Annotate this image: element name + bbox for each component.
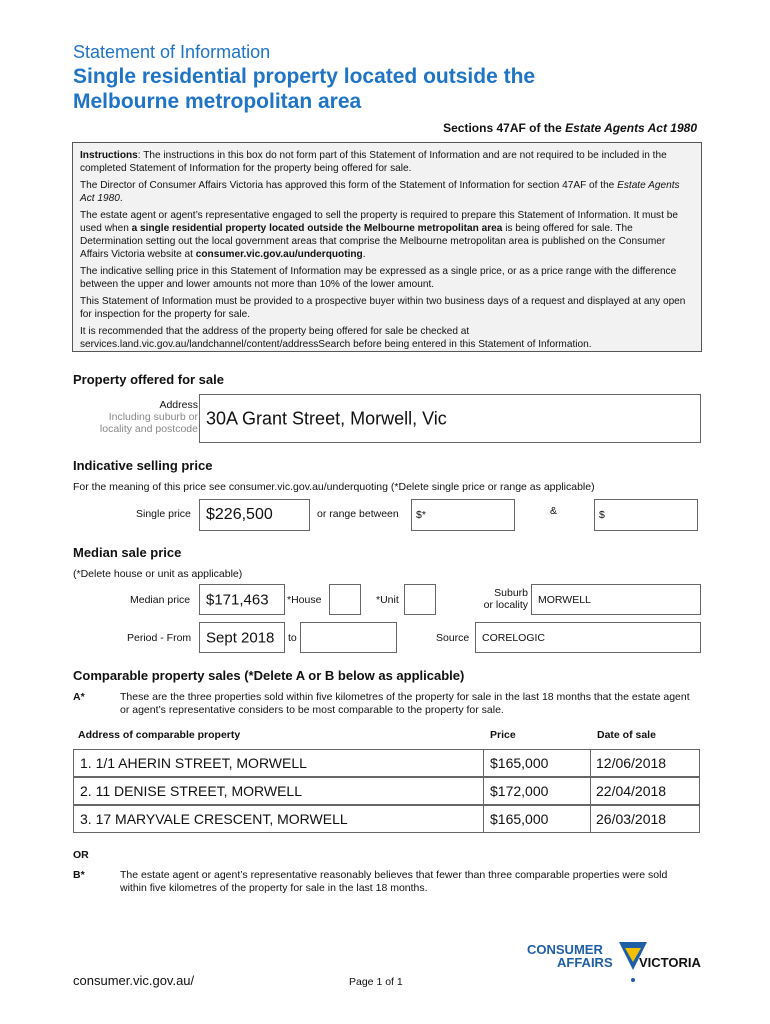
address-value: 30A Grant Street, Morwell, Vic bbox=[206, 408, 447, 428]
source-field[interactable] bbox=[475, 622, 701, 653]
row2-address: 2. 11 DENISE STREET, MORWELL bbox=[80, 783, 302, 799]
median-price-value: $171,463 bbox=[206, 591, 269, 608]
comparable-heading: Comparable property sales (*Delete A or B below as applicable) bbox=[73, 668, 465, 683]
suburb-label bbox=[484, 587, 528, 611]
range-low-field[interactable] bbox=[411, 499, 515, 531]
row2-date: 22/04/2018 bbox=[596, 783, 667, 799]
option-b-text: The estate agent or agent’s representative reasonably believes that fewer than three comparable properties were sold within five kilometres of the property for sale in the last 18 months. bbox=[120, 869, 668, 894]
or-label: OR bbox=[73, 849, 89, 861]
col-date-header: Date of sale bbox=[597, 729, 656, 741]
instructions-p1: : The instructions in this box do not form part of this Statement of Information and are not required to be included in the completed Statement of Information for the property being offered for sale. bbox=[80, 150, 667, 174]
statement-label: Statement of Information bbox=[73, 42, 271, 62]
address-label bbox=[100, 399, 198, 435]
indicative-heading: Indicative selling price bbox=[73, 458, 213, 473]
source-label: Source bbox=[436, 632, 470, 644]
sections-reference bbox=[443, 121, 697, 135]
option-a-text: These are the three properties sold within five kilometres of the property for sale in the last 18 months that the estate agent or agent’s representative considers to be most comparable to the property for sale. bbox=[120, 691, 690, 716]
instructions-p3c: . bbox=[362, 249, 366, 260]
logo-line-3: VICTORIA bbox=[639, 955, 701, 970]
median-heading: Median sale price bbox=[73, 545, 182, 560]
suburb-value: MORWELL bbox=[538, 593, 591, 606]
consumer-affairs-victoria-logo bbox=[527, 940, 702, 990]
option-b-label: B* bbox=[73, 869, 85, 881]
period-label: Period - From bbox=[127, 632, 192, 644]
row1-address: 1. 1/1 AHERIN STREET, MORWELL bbox=[80, 755, 307, 771]
median-price-field[interactable] bbox=[199, 584, 285, 615]
row3-address: 3. 17 MARYVALE CRESCENT, MORWELL bbox=[80, 811, 348, 827]
suburb-field[interactable] bbox=[531, 584, 701, 615]
row3-date: 26/03/2018 bbox=[596, 811, 667, 827]
property-heading: Property offered for sale bbox=[73, 372, 224, 387]
col-price-header: Price bbox=[490, 729, 516, 741]
instructions-p2-end: . bbox=[119, 193, 123, 204]
suburb-label-1: Suburb bbox=[494, 587, 528, 599]
period-to-label: to bbox=[288, 632, 297, 644]
instructions-box bbox=[72, 142, 702, 352]
source-value: CORELOGIC bbox=[482, 631, 546, 644]
instructions-p3a: The estate agent or agent’s representative engaged to sell the property is required to prepare this Statement of Information. It must be used when bbox=[80, 210, 678, 234]
option-a-label: A* bbox=[73, 691, 85, 703]
sections-act: Estate Agents Act 1980 bbox=[565, 121, 697, 135]
instructions-p3b: is being offered for sale. The Determination setting out the local government areas that comprise the Melbourne metropolitan area is published on the Consumer Affairs Victoria website at bbox=[80, 223, 666, 260]
page-number: Page 1 of 1 bbox=[349, 976, 403, 988]
range-ampersand: & bbox=[550, 505, 558, 517]
house-checkbox[interactable] bbox=[329, 584, 361, 615]
logo-line-1: CONSUMER bbox=[527, 942, 603, 957]
range-label: or range between bbox=[317, 508, 399, 520]
range-high-field[interactable] bbox=[594, 499, 698, 531]
house-label: *House bbox=[287, 594, 322, 606]
instructions-p2: The Director of Consumer Affairs Victoria has approved this form of the Statement of Information for section 47AF of the bbox=[80, 180, 618, 191]
title-line-2: Melbourne metropolitan area bbox=[73, 90, 362, 113]
footer-url[interactable]: consumer.vic.gov.au/ bbox=[73, 973, 195, 988]
table-row bbox=[73, 777, 700, 805]
median-price-label: Median price bbox=[130, 594, 191, 606]
address-label-main: Address bbox=[159, 399, 198, 411]
sections-prefix: Sections 47AF of the bbox=[443, 121, 566, 135]
single-price-label: Single price bbox=[136, 508, 191, 520]
unit-checkbox[interactable] bbox=[404, 584, 436, 615]
single-price-value: $226,500 bbox=[206, 506, 273, 523]
instructions-p5: This Statement of Information must be provided to a prospective buyer within two business days of a request and displayed at any open for inspection for the property for sale. bbox=[80, 296, 686, 320]
unit-label: *Unit bbox=[376, 594, 399, 606]
underquoting-link[interactable]: consumer.vic.gov.au/underquoting bbox=[195, 249, 363, 260]
address-label-sub1: Including suburb or bbox=[108, 411, 198, 423]
instructions-p4: The indicative selling price in this Statement of Information may be expressed as a single price, or as a price range with the difference between the upper and lower amounts not more than 10% of the lower amount. bbox=[80, 266, 677, 290]
indicative-note: For the meaning of this price see consumer.vic.gov.au/underquoting (*Delete single price or range as applicable) bbox=[73, 481, 595, 493]
title-line-1: Single residential property located outside the bbox=[73, 65, 536, 88]
row2-price: $172,000 bbox=[490, 783, 549, 799]
instructions-heading: Instructions bbox=[80, 150, 138, 161]
instructions-p6: It is recommended that the address of the property being offered for sale be checked at services.land.vic.gov.au/landchannel/content/addressSearch before being entered in this Statement of Information. bbox=[80, 326, 592, 350]
period-from-value: Sept 2018 bbox=[206, 629, 275, 646]
row3-price: $165,000 bbox=[490, 811, 549, 827]
suburb-label-2: or locality bbox=[483, 599, 528, 611]
logo-line-2: AFFAIRS bbox=[557, 955, 613, 970]
row1-price: $165,000 bbox=[490, 755, 549, 771]
instructions-p2-act: Estate Agents Act 1980 bbox=[80, 180, 680, 204]
address-label-sub2: locality and postcode bbox=[99, 423, 198, 435]
instructions-p3-bold: a single residential property located outside the Melbourne metropolitan area bbox=[131, 223, 503, 234]
median-note: (*Delete house or unit as applicable) bbox=[73, 568, 243, 580]
range-low-value: $* bbox=[416, 509, 426, 521]
period-to-field[interactable] bbox=[300, 622, 397, 653]
single-price-field[interactable] bbox=[199, 499, 310, 531]
table-row bbox=[73, 749, 700, 777]
table-row bbox=[73, 805, 700, 833]
col-address-header: Address of comparable property bbox=[78, 729, 241, 741]
page-title bbox=[73, 64, 673, 114]
row1-date: 12/06/2018 bbox=[596, 755, 667, 771]
period-from-field[interactable] bbox=[199, 622, 285, 653]
range-high-value: $ bbox=[599, 509, 605, 521]
address-field[interactable] bbox=[199, 394, 701, 443]
